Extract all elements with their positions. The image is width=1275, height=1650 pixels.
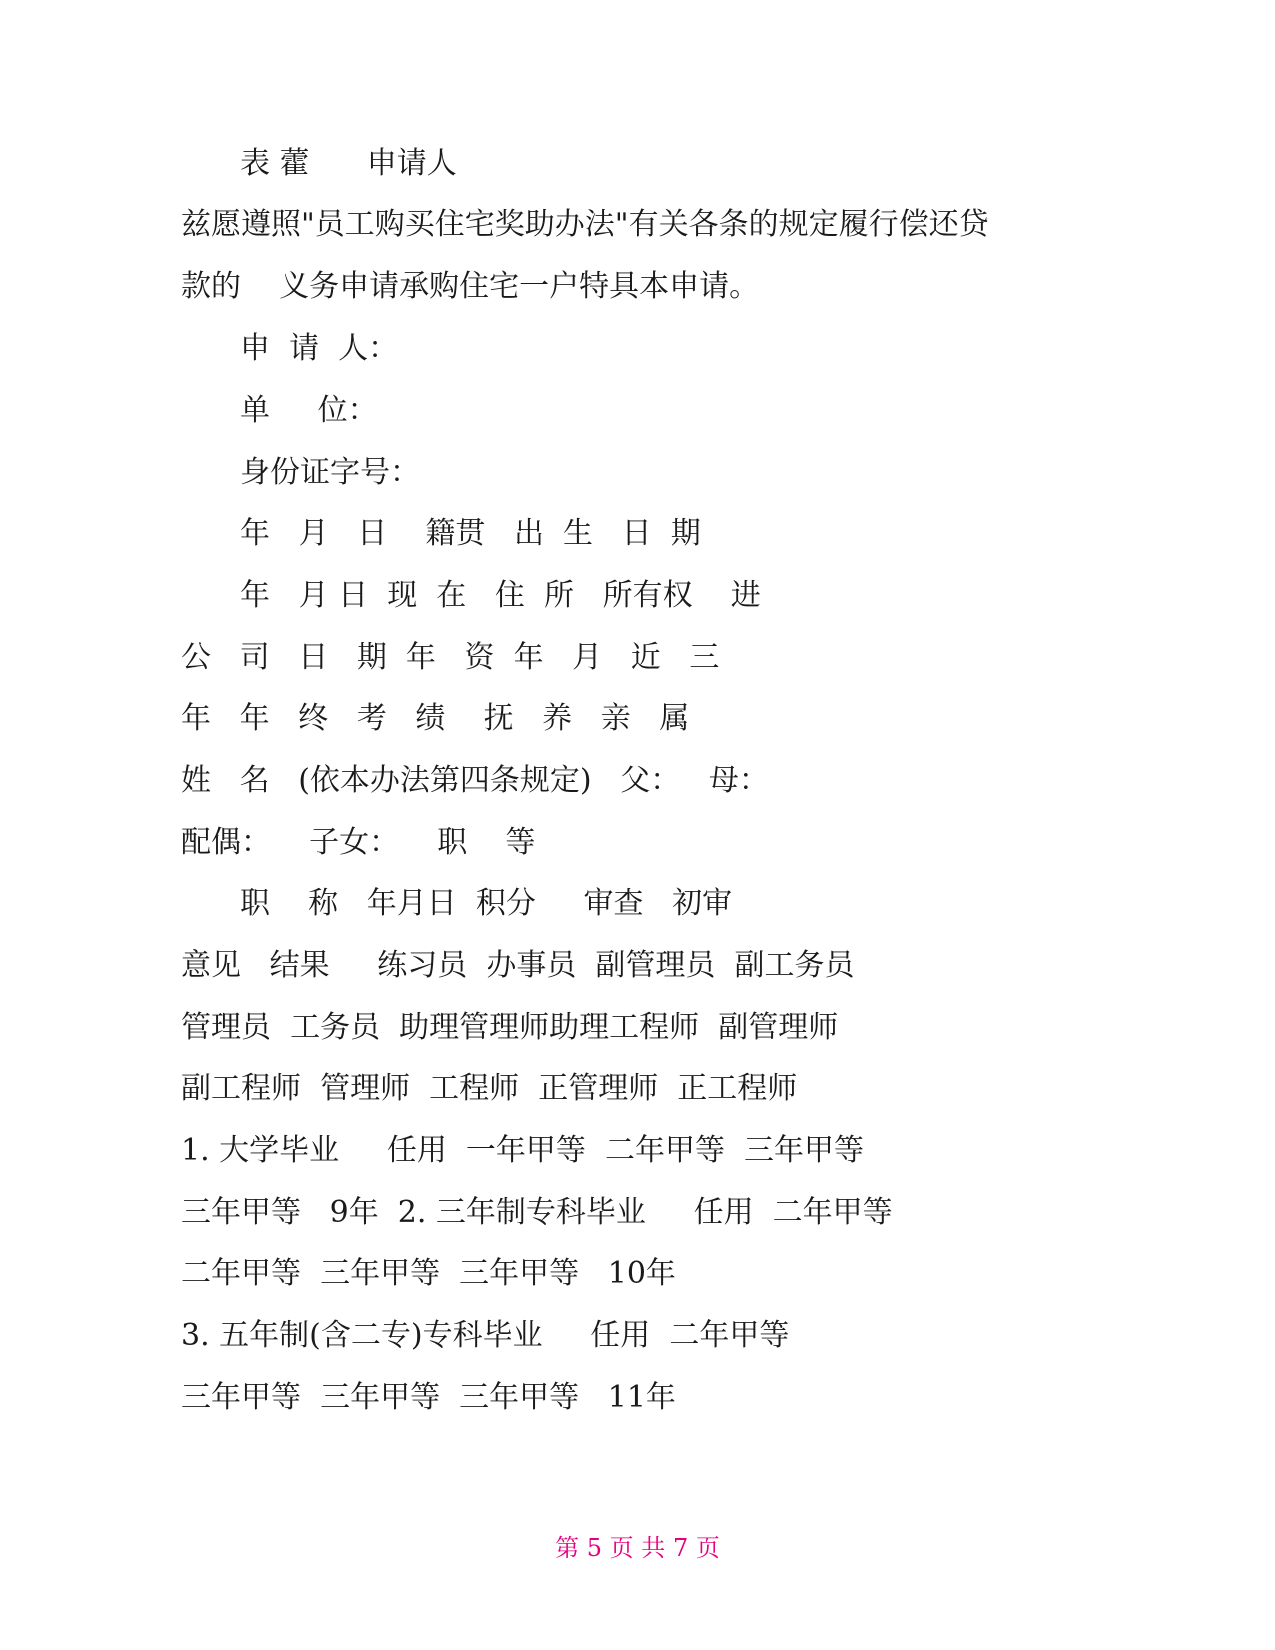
applicant-field: 申 请 人： [240,331,399,366]
paragraph-line-2: 款的 义务申请承购住宅一户特具本申请。 [181,269,760,304]
form-line-15: 管理员 工务员 助理管理师助理工程师 副管理师 [181,1010,839,1045]
form-line-14: 意见 结果 练习员 办事员 副管理员 副工务员 [181,948,855,983]
form-line-18: 三年甲等 9年 2. 三年制专科毕业 任用 二年甲等 [181,1195,893,1230]
paragraph-line-1: 兹愿遵照"员工购买住宅奖助办法"有关各条的规定履行偿还贷 [181,207,989,242]
form-line-10: 年 年 终 考 绩 抚 养 亲 属 [181,701,690,736]
form-line-21: 三年甲等 三年甲等 三年甲等 11年 [181,1380,676,1415]
form-line-16: 副工程师 管理师 工程师 正管理师 正工程师 [181,1071,798,1106]
form-line-7: 年 月 日 籍贯 出 生 日 期 [240,516,701,551]
page-number-footer: 第 5 页 共 7 页 [555,1534,720,1562]
form-line-9: 公 司 日 期 年 资 年 月 近 三 [181,640,720,675]
greeting-line: 表 藿 申请人 [240,146,457,181]
form-line-20: 3. 五年制(含二专)专科毕业 任用 二年甲等 [181,1318,790,1353]
unit-field: 单 位： [240,393,378,428]
form-line-11: 姓 名 (依本办法第四条规定) 父： 母： [181,763,769,798]
form-line-17: 1. 大学毕业 任用 一年甲等 二年甲等 三年甲等 [181,1133,865,1168]
id-number-field: 身份证字号： [240,455,420,490]
form-line-8: 年 月 日 现 在 住 所 所有权 进 [240,578,761,613]
form-line-13: 职 称 年月日 积分 审查 初审 [240,886,733,921]
form-line-19: 二年甲等 三年甲等 三年甲等 10年 [181,1256,676,1291]
form-line-12: 配偶： 子女： 职 等 [181,825,536,860]
